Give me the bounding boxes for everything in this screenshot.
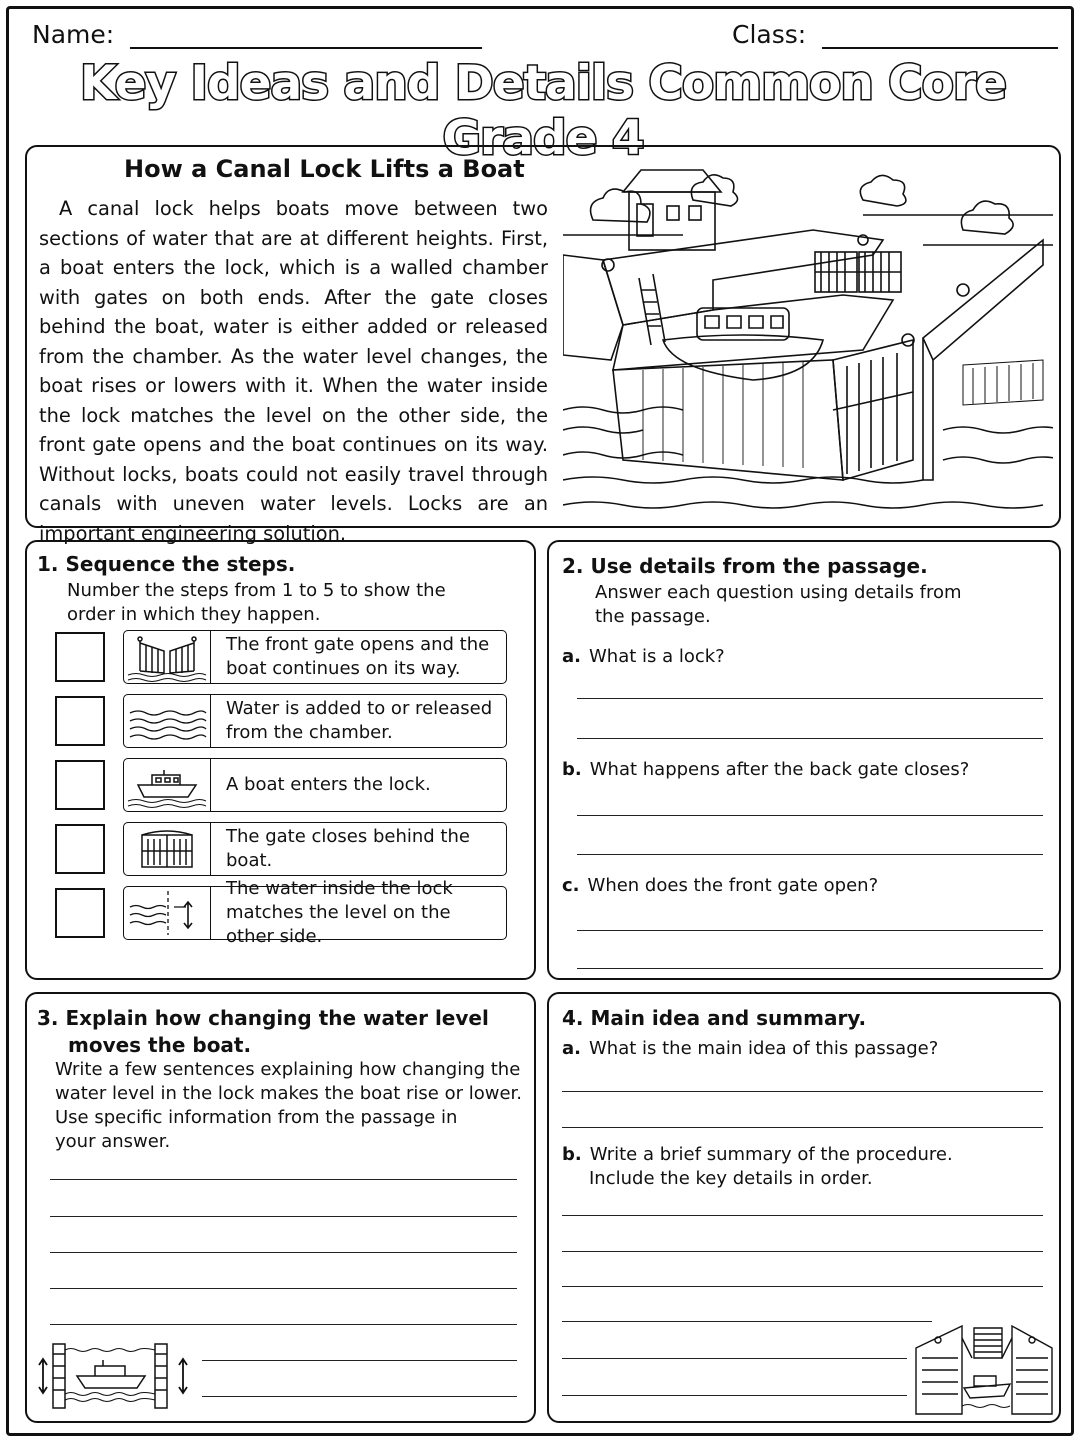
canal-lock-illustration [563,160,1053,522]
front-gate [833,340,913,480]
instructions-line: Use specific information from the passage in [55,1107,458,1128]
heading-line: 3. Explain how changing the water level [37,1006,489,1030]
question-2b-text: What happens after the back gate closes? [589,759,970,780]
question-4b-text: Include the key details in order. [589,1168,873,1189]
class-label: Class: [732,20,807,49]
lock-house [623,170,721,250]
answer-line[interactable] [202,1360,517,1361]
answer-line[interactable] [50,1288,517,1289]
question-1-heading: 1. Sequence the steps. [37,552,296,576]
answer-line[interactable] [562,1286,1043,1287]
question-4b-text: Write a brief summary of the procedure. [589,1144,953,1165]
question-4a [562,1038,938,1059]
step-text-5: The water inside the lock matches the level on the other side. [226,878,453,947]
answer-line[interactable] [562,1127,1043,1128]
question-1-instructions [67,579,446,627]
question-2c [562,875,878,896]
question-2a [562,646,725,667]
question-letter: c. [562,875,580,896]
answer-line[interactable] [577,738,1043,739]
question-3-heading [37,1005,489,1059]
answer-line[interactable] [562,1395,907,1396]
step-number-box-1[interactable] [55,632,105,682]
step-card-3 [123,758,507,812]
step-number-box-3[interactable] [55,760,105,810]
step-number-box-4[interactable] [55,824,105,874]
answer-line[interactable] [562,1091,1043,1092]
answer-line[interactable] [202,1396,517,1397]
step-number-box-2[interactable] [55,696,105,746]
boat-icon [124,759,211,811]
answer-line[interactable] [577,815,1043,816]
lock-boat-icon [33,1340,198,1412]
class-line[interactable] [822,21,1058,49]
question-letter: a. [562,1038,581,1059]
passage-title: How a Canal Lock Lifts a Boat [124,155,525,183]
answer-line[interactable] [577,930,1043,931]
question-4b [562,1143,953,1191]
step-number-box-5[interactable] [55,888,105,938]
water-level-icon [124,887,211,939]
passage-text: A canal lock helps boats move between two sections of water that are at different heights. First, a boat enters the lock, which is a walled chamber with gates on both ends. After the gate closes behind the boat, water is either added or released from the chamber. As the water level changes, the boat rises or lowers with it. When the water inside the lock matches the level on the other side, the front gate opens and the boat continues on its way. Without locks, boats could not easily travel through canals with uneven water levels. Locks are an important engineering solution. [39,197,548,545]
tree-right [961,201,1013,234]
worksheet-title: Key Ideas and Details Common Core Grade 4 [79,56,1007,166]
instructions-line: your answer. [55,1131,171,1152]
name-field[interactable] [32,20,482,49]
water-waves-icon [124,695,211,747]
closed-gate-icon [124,823,211,875]
open-gates-icon [124,631,211,683]
instructions-line: the passage. [595,606,711,627]
question-letter: b. [562,1144,582,1165]
step-card-4 [123,822,507,876]
question-2c-text: When does the front gate open? [587,875,879,896]
question-2a-text: What is a lock? [588,646,725,667]
question-letter: a. [562,646,581,667]
step-card-1 [123,630,507,684]
instructions-line: water level in the lock makes the boat rise or lower. [55,1083,522,1104]
question-letter: b. [562,759,582,780]
name-label: Name: [32,20,115,49]
question-4-heading: 4. Main idea and summary. [562,1006,867,1030]
step-card-2 [123,694,507,748]
answer-line[interactable] [577,968,1043,969]
answer-line[interactable] [50,1324,517,1325]
tree-left [591,189,650,222]
question-2-heading: 2. Use details from the passage. [562,554,928,578]
answer-line[interactable] [577,854,1043,855]
name-line[interactable] [130,21,482,49]
answer-line[interactable] [577,698,1043,699]
answer-line[interactable] [562,1321,932,1322]
step-text-1: The front gate opens and the boat continues on its way. [226,634,490,679]
instructions-line: Answer each question using details from [595,582,962,603]
heading-line: moves the boat. [68,1033,252,1057]
question-3-instructions [55,1058,522,1154]
instructions-line: order in which they happen. [67,604,321,625]
question-2b [562,759,969,780]
step-text-4: The gate closes behind the boat. [226,826,470,871]
answer-line[interactable] [50,1179,517,1180]
answer-line[interactable] [50,1216,517,1217]
lock-chamber-icon [912,1318,1056,1418]
step-text-2: Water is added to or released from the chamber. [226,698,493,743]
instructions-line: Number the steps from 1 to 5 to show the [67,580,446,601]
answer-line[interactable] [50,1252,517,1253]
answer-line[interactable] [562,1251,1043,1252]
step-card-5 [123,878,507,947]
step-text-3: A boat enters the lock. [226,774,431,795]
question-2-instructions [595,581,962,629]
answer-line[interactable] [562,1215,1043,1216]
instructions-line: Write a few sentences explaining how changing the [55,1059,521,1080]
answer-line[interactable] [562,1358,907,1359]
question-4a-text: What is the main idea of this passage? [588,1038,939,1059]
class-field[interactable] [732,20,1058,49]
